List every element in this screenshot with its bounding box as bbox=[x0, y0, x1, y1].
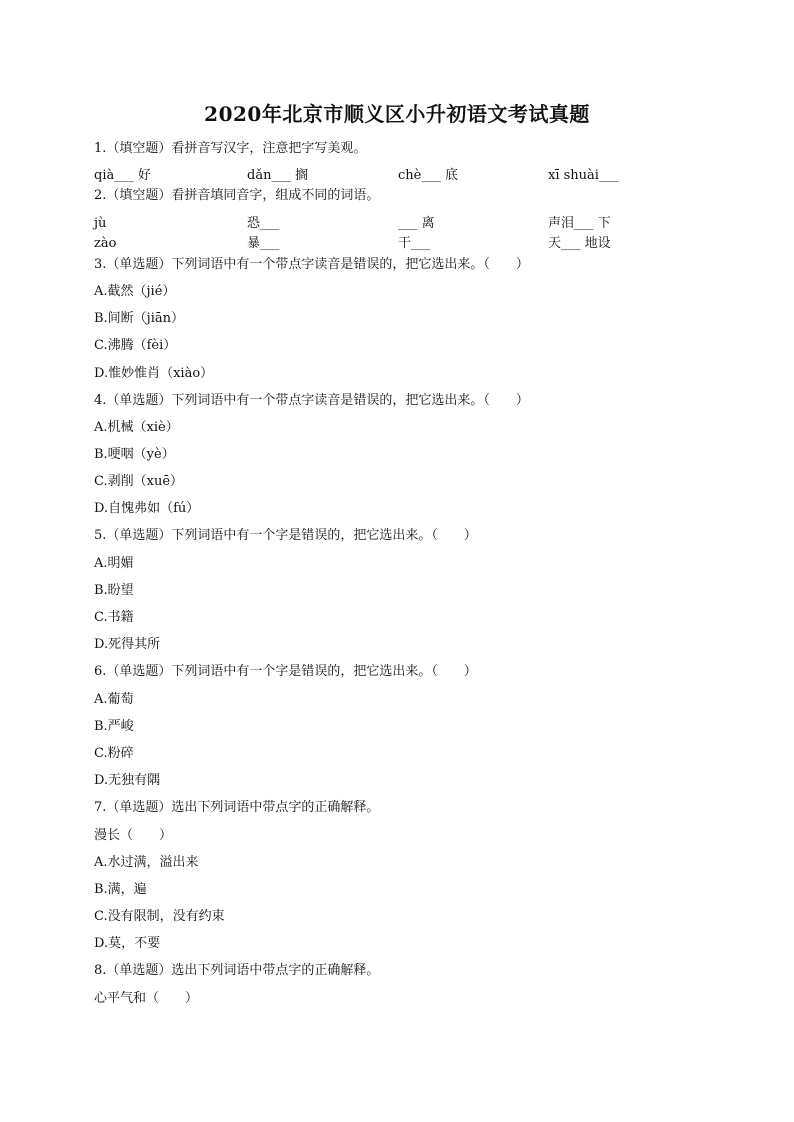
q4-option: A.机械（xiè） bbox=[94, 420, 179, 435]
q4-stem: 4.（单选题）下列词语中有一个带点字读音是错误的，把它选出来。（ ） bbox=[94, 393, 529, 408]
q4-option: C.剥削（xuē） bbox=[94, 474, 184, 489]
q2-cell: ___ 离 bbox=[398, 216, 435, 231]
q7-option: A.水过满，溢出来 bbox=[94, 855, 199, 870]
q3-option: B.间断（jiān） bbox=[94, 311, 184, 326]
q6-option: B.严峻 bbox=[94, 719, 134, 734]
q3-option: C.沸腾（fèi） bbox=[94, 338, 177, 353]
q6-stem: 6.（单选题）下列词语中有一个字是错误的，把它选出来。（ ） bbox=[94, 664, 477, 679]
q7-option: D.莫，不要 bbox=[94, 936, 161, 951]
q3-stem: 3.（单选题）下列词语中有一个带点字读音是错误的，把它选出来。（ ） bbox=[94, 257, 529, 272]
q8-stem: 8.（单选题）选出下列词语中带点字的正确解释。 bbox=[94, 963, 380, 978]
q2-cell: 恐___ bbox=[247, 216, 280, 231]
q6-option: C.粉碎 bbox=[94, 746, 134, 761]
q2-cell: zào bbox=[94, 236, 117, 251]
q5-option: C.书籍 bbox=[94, 610, 134, 625]
q8-word: 心平气和（ ） bbox=[94, 991, 199, 1006]
q3-option: D.惟妙惟肖（xiào） bbox=[94, 366, 214, 381]
q3-option: A.截然（jié） bbox=[94, 284, 176, 299]
q7-option: C.没有限制，没有约束 bbox=[94, 909, 225, 924]
q2-cell: 干___ bbox=[398, 236, 431, 251]
q7-word: 漫长（ ） bbox=[94, 828, 173, 843]
q2-cell: 声泪___ 下 bbox=[548, 216, 611, 231]
q1-item: dǎn___ 搁 bbox=[247, 168, 309, 183]
q2-cell: jù bbox=[94, 216, 107, 231]
q1-item: xī shuài___ bbox=[548, 168, 619, 183]
q1-item: chè___ 底 bbox=[398, 168, 458, 183]
page-title: 2020年北京市顺义区小升初语文考试真题 bbox=[204, 102, 590, 126]
q1-item: qià___ 好 bbox=[94, 168, 151, 183]
q5-option: A.明媚 bbox=[94, 556, 134, 571]
q2-cell: 天___ 地设 bbox=[548, 236, 611, 251]
q7-stem: 7.（单选题）选出下列词语中带点字的正确解释。 bbox=[94, 800, 380, 815]
q6-option: D.无独有隅 bbox=[94, 773, 161, 788]
q1-stem: 1.（填空题）看拼音写汉字，注意把字写美观。 bbox=[94, 141, 367, 156]
q2-stem: 2.（填空题）看拼音填同音字，组成不同的词语。 bbox=[94, 188, 380, 203]
q7-option: B.满，遍 bbox=[94, 882, 147, 897]
q4-option: B.哽咽（yè） bbox=[94, 447, 175, 462]
q5-option: D.死得其所 bbox=[94, 637, 161, 652]
q6-option: A.葡萄 bbox=[94, 692, 134, 707]
q4-option: D.自愧弗如（fú） bbox=[94, 501, 200, 516]
q2-cell: 暴___ bbox=[247, 236, 280, 251]
q5-stem: 5.（单选题）下列词语中有一个字是错误的，把它选出来。（ ） bbox=[94, 528, 477, 543]
q5-option: B.盼望 bbox=[94, 583, 134, 598]
